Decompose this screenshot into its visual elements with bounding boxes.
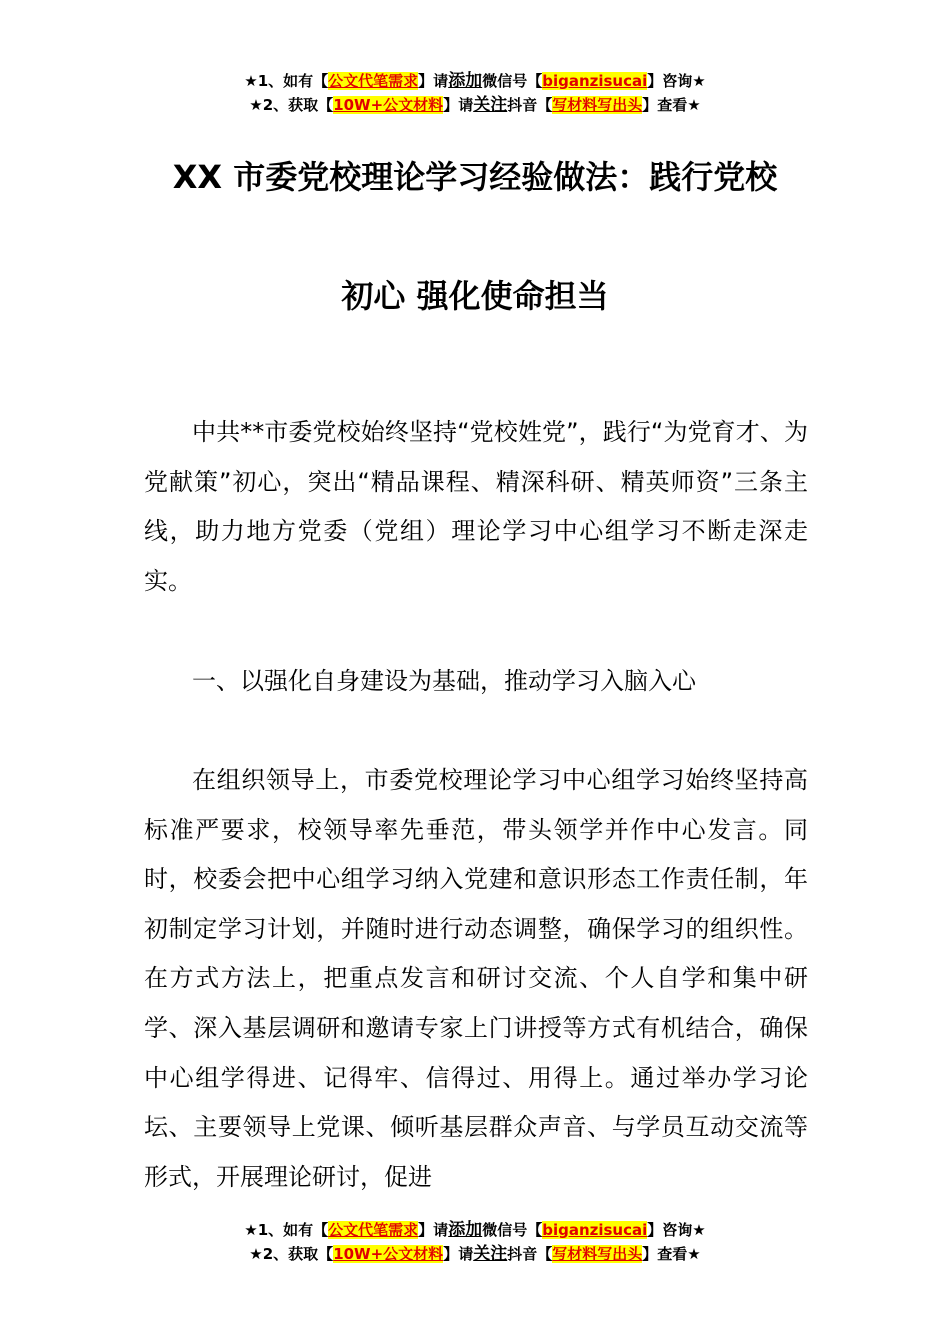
ad-line-2: ★2、获取【10W+公文材料】请关注抖音【写材料写出头】查看★ xyxy=(249,95,701,115)
intro-paragraph: 中共**市委党校始终坚持“党校姓党”，践行“为党育才、为党献策”初心，突出“精品课程、精深科研、精英师资”三条主线，助力地方党委（党组）理论学习中心组学习不断走深走实。 xyxy=(144,418,808,595)
ad-header xyxy=(0,69,950,117)
title-line-2: 初心 强化使命担当 xyxy=(341,277,609,315)
section-heading-1: 一、以强化自身建设为基础，推动学习入脑入心 xyxy=(192,667,696,695)
ad-footer xyxy=(0,1218,950,1266)
body-paragraph: 在组织领导上，市委党校理论学习中心组学习始终坚持高标准严要求，校领导率先垂范，带头领学并作中心发言。同时，校委会把中心组学习纳入党建和意识形态工作责任制，年初制定学习计划，并随时进行动态调整，确保学习的组织性。在方式方法上，把重点发言和研讨交流、个人自学和集中研学、深入基层调研和邀请专家上门讲授等方式有机结合，确保中心组学得进、记得牢、信得过、用得上。通过举办学习论坛、主要领导上党课、倾听基层群众声音、与学员互动交流等形式，开展理论研讨，促进 xyxy=(144,766,808,1191)
title-line-1: XX 市委党校理论学习经验做法：践行党校 xyxy=(172,158,778,196)
ad-line-1: ★1、如有【公文代笔需求】请添加微信号【biganzisucai】咨询★ xyxy=(244,71,706,91)
ad-line-2: ★2、获取【10W+公文材料】请关注抖音【写材料写出头】查看★ xyxy=(249,1244,701,1264)
ad-line-1: ★1、如有【公文代笔需求】请添加微信号【biganzisucai】咨询★ xyxy=(244,1220,706,1240)
